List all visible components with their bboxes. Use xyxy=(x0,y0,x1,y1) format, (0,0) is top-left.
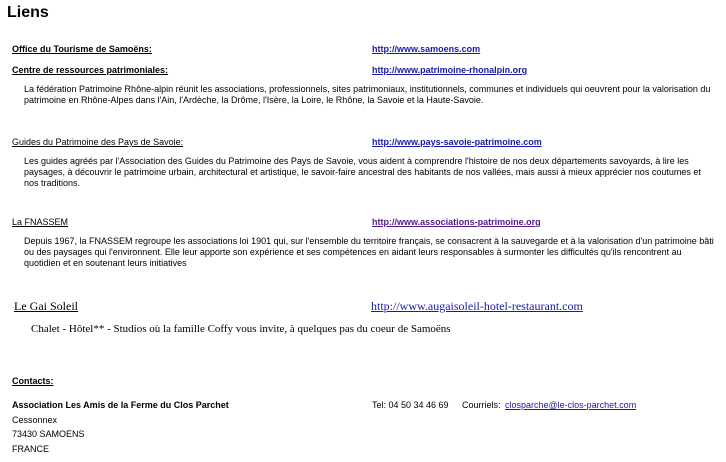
link-label-guides: Guides du Patrimoine des Pays de Savoie: xyxy=(12,137,184,147)
contact-address-line: Cessonnex xyxy=(12,415,58,425)
description-guides: Les guides agréés par l'Association des Guides du Patrimoine des Pays de Savoie, vous aident à comprendre l'histoire de nos deux départements savoyards, à lire les paysages, à découvrir le patrimoine urbain, architectural et artistique, le savoir-faire ancestral des habitants de nos vallées, mais aussi à mieux apprécier nos coutumes et nos traditions. xyxy=(24,156,701,188)
contact-address-line: FRANCE xyxy=(12,444,50,454)
link-samoens[interactable]: http://www.samoens.com xyxy=(372,44,481,54)
description-fnassem: Depuis 1967, la FNASSEM regroupe les associations loi 1901 qui, sur l'ensemble du territoire français, se consacrent à la sauvegarde et à la valorisation d'un patrimoine bâti ou des paysages qui l'environnent. Elle leur apporte son expérience et ses compétences en aidant leurs responsables à surmonter les difficultés qu'ils rencontrent au quotidien et en soutenant leurs initiatives xyxy=(24,236,714,268)
contact-email-link[interactable]: closparche@le-clos-parchet.com xyxy=(505,400,637,410)
contacts-heading: Contacts: xyxy=(12,376,54,386)
description-gai-soleil: Chalet - Hôtel** - Studios où la famille Coffy vous invite, à quelques pas du coeur de Samoëns xyxy=(31,323,451,335)
link-label-gai-soleil: Le Gai Soleil xyxy=(14,299,78,313)
link-label-fnassem: La FNASSEM xyxy=(12,217,69,227)
contact-mail-label: Courriels: xyxy=(462,400,501,410)
link-label-samoens: Office du Tourisme de Samoëns: xyxy=(12,44,152,54)
link-patrimoine-rhonalpin[interactable]: http://www.patrimoine-rhonalpin.org xyxy=(372,65,528,75)
contact-address-line: 73430 SAMOENS xyxy=(12,429,85,439)
link-gai-soleil[interactable]: http://www.augaisoleil-hotel-restaurant.com xyxy=(371,299,583,313)
description-patrimoine: La fédération Patrimoine Rhône-alpin réunit les associations, professionnels, sites patrimoniaux, institutionnels, communes et individuels qui oeuvrent pour la valorisation du patrimoine en Rhône-Alpes dans l'Ain, l'Ardèche, la Drôme, l'Isère, la Loire, le Rhône, la Savoie et la Haute-Savoie. xyxy=(24,84,711,105)
contact-organization: Association Les Amis de la Ferme du Clos Parchet xyxy=(12,400,229,410)
page-title: Liens xyxy=(7,4,49,21)
link-pays-savoie[interactable]: http://www.pays-savoie-patrimoine.com xyxy=(372,137,542,147)
link-associations-patrimoine[interactable]: http://www.associations-patrimoine.org xyxy=(372,217,541,227)
contact-phone: Tel: 04 50 34 46 69 xyxy=(372,400,449,410)
link-label-patrimoine: Centre de ressources patrimoniales: xyxy=(12,65,169,75)
